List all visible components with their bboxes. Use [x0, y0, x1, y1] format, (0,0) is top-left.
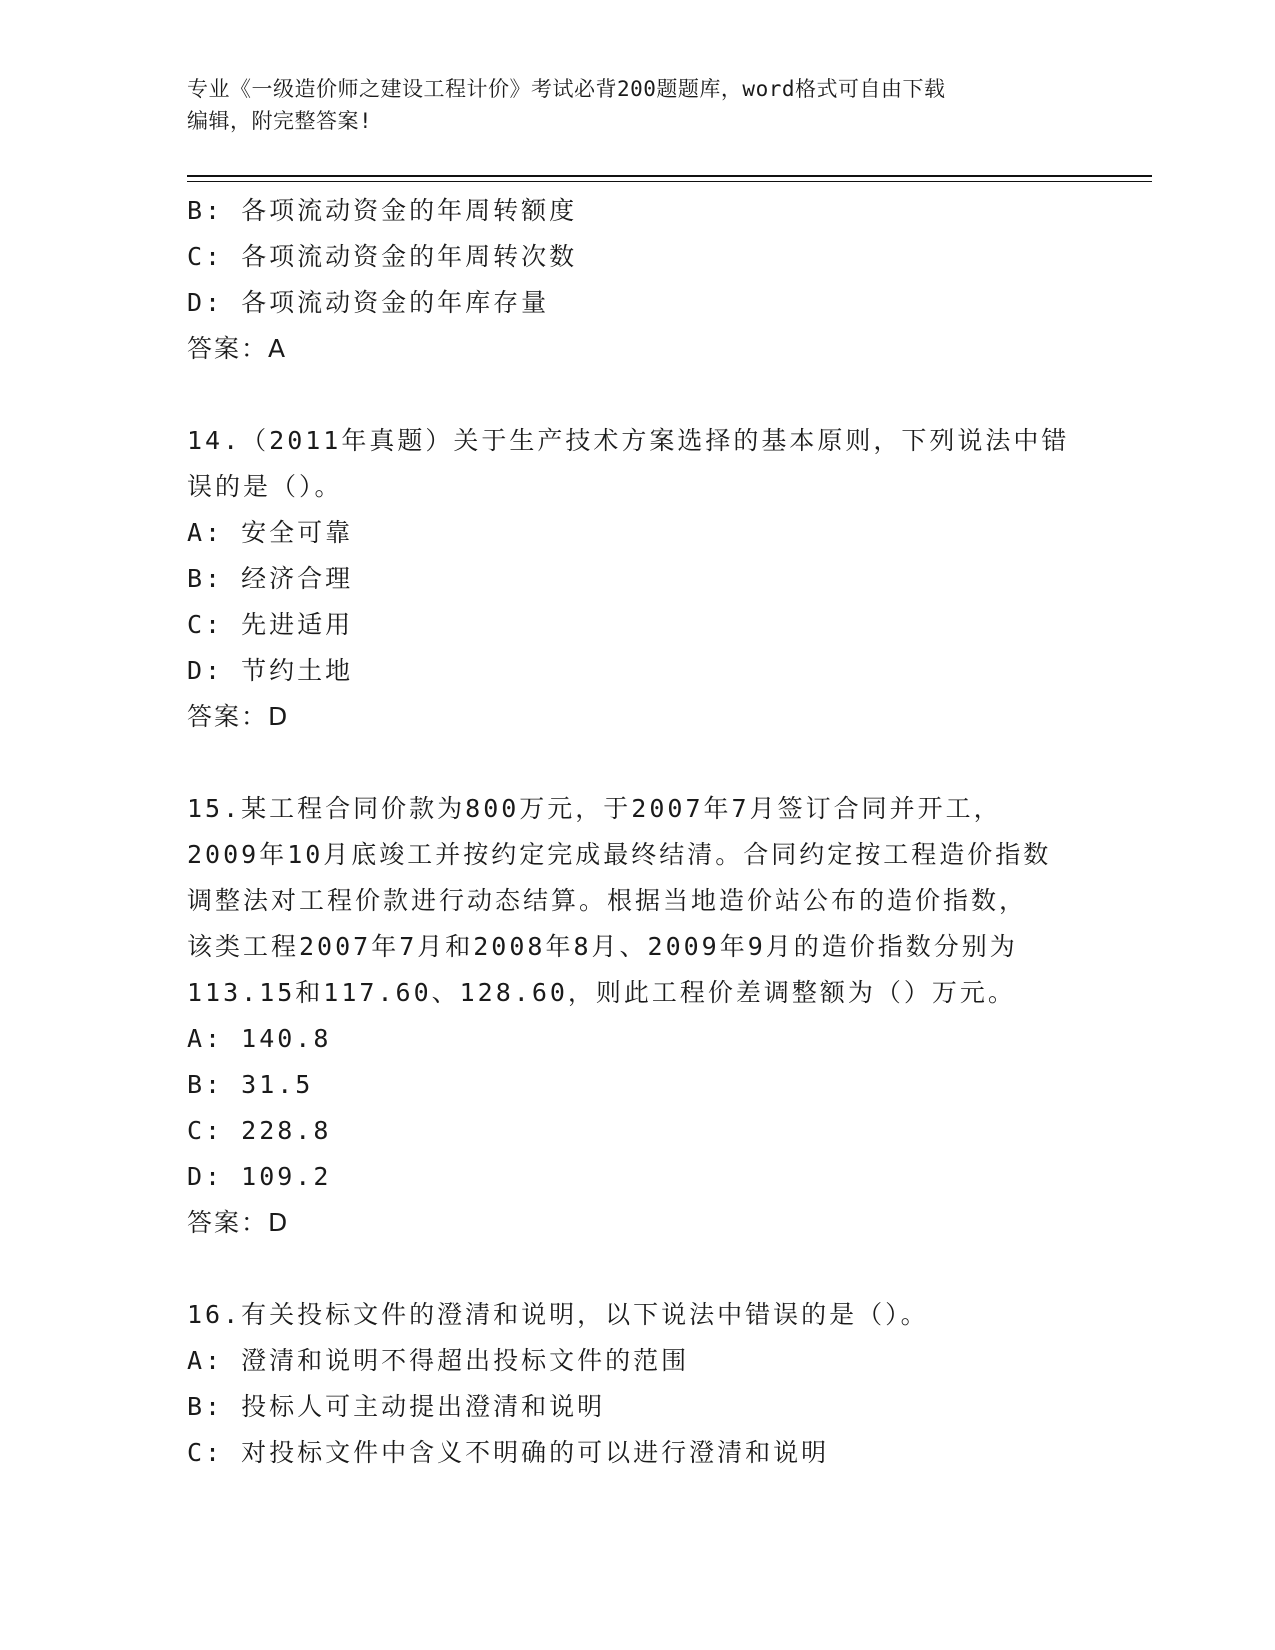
option-a: A: 140.8 — [187, 1024, 332, 1053]
option-c: C: 各项流动资金的年周转次数 — [187, 242, 578, 271]
question-stem-line: 误的是（）。 — [187, 472, 343, 501]
answer-line: 答案：A — [187, 334, 288, 363]
answer-line: 答案：D — [187, 1208, 290, 1237]
question-14 — [187, 418, 1087, 740]
header-line-2: 编辑，附完整答案! — [187, 109, 373, 133]
header-divider-thin — [187, 181, 1152, 182]
question-list — [187, 188, 1087, 1476]
option-d: D: 109.2 — [187, 1162, 332, 1191]
option-a: A: 澄清和说明不得超出投标文件的范围 — [187, 1346, 690, 1375]
question-15 — [187, 786, 1087, 1246]
option-d: D: 节约土地 — [187, 656, 354, 685]
header-divider-thick — [187, 175, 1152, 177]
header-line-1: 专业《一级造价师之建设工程计价》考试必背200题题库，word格式可自由下载 — [187, 77, 946, 101]
document-header — [187, 73, 1087, 137]
option-b: B: 经济合理 — [187, 564, 354, 593]
option-c: C: 对投标文件中含义不明确的可以进行澄清和说明 — [187, 1438, 830, 1467]
option-c: C: 228.8 — [187, 1116, 332, 1145]
option-b: B: 各项流动资金的年周转额度 — [187, 196, 578, 225]
question-stem-line: 15.某工程合同价款为800万元，于2007年7月签订合同并开工， — [187, 794, 1002, 823]
question-stem-line: 该类工程2007年7月和2008年8月、2009年9月的造价指数分别为 — [187, 932, 1018, 961]
answer-line: 答案：D — [187, 702, 290, 731]
option-c: C: 先进适用 — [187, 610, 354, 639]
question-spacer — [187, 1246, 1087, 1292]
option-b: B: 投标人可主动提出澄清和说明 — [187, 1392, 606, 1421]
question-spacer — [187, 740, 1087, 786]
question-spacer — [187, 372, 1087, 418]
option-a: A: 安全可靠 — [187, 518, 354, 547]
question-16 — [187, 1292, 1087, 1476]
question-stem-line: 113.15和117.60、128.60，则此工程价差调整额为（）万元。 — [187, 978, 1016, 1007]
question-stem-line: 调整法对工程价款进行动态结算。根据当地造价站公布的造价指数， — [187, 886, 1028, 915]
question-stem-line: 2009年10月底竣工并按约定完成最终结清。合同约定按工程造价指数 — [187, 840, 1052, 869]
option-d: D: 各项流动资金的年库存量 — [187, 288, 550, 317]
question-stem-line: 14.（2011年真题）关于生产技术方案选择的基本原则，下列说法中错 — [187, 426, 1070, 455]
question-fragment — [187, 188, 1087, 372]
option-b: B: 31.5 — [187, 1070, 314, 1099]
question-stem-line: 16.有关投标文件的澄清和说明，以下说法中错误的是（）。 — [187, 1300, 929, 1329]
